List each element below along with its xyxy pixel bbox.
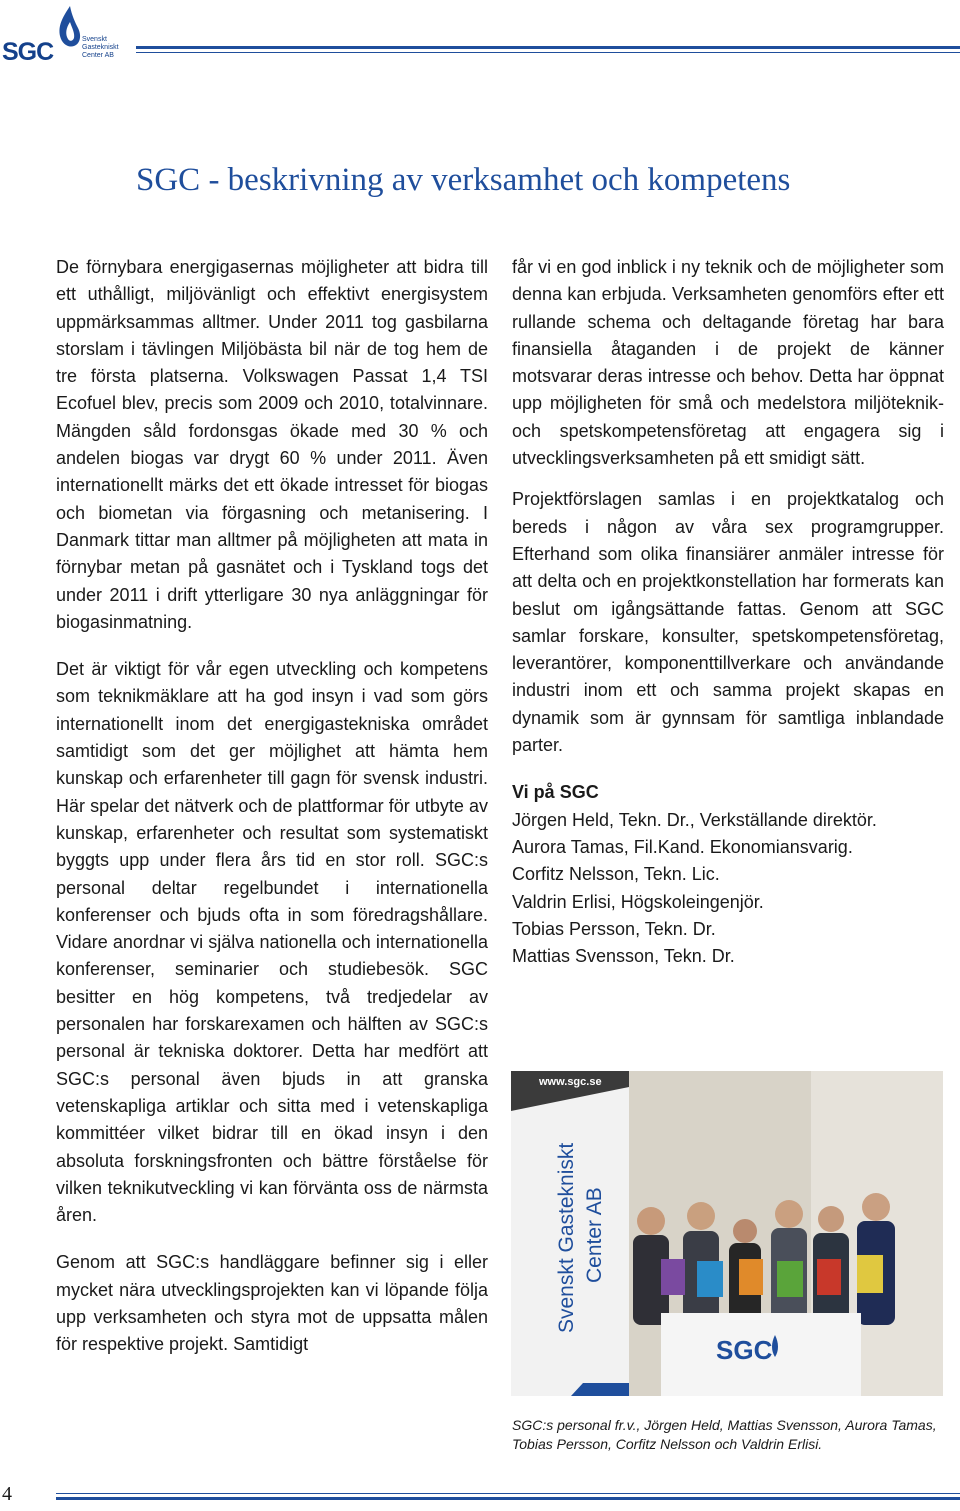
staff-item: Tobias Persson, Tekn. Dr. (512, 918, 716, 939)
banner-line-1: Svenskt Gastekniskt (555, 1142, 578, 1333)
page-header (0, 0, 960, 70)
banner-url: www.sgc.se (539, 1076, 602, 1088)
podium-logo: SGC (716, 1335, 773, 1365)
staff-item: Valdrin Erlisi, Högskoleingenjör. (512, 891, 764, 912)
page-title: SGC - beskrivning av verksamhet och kompetens (136, 162, 791, 198)
staff-item: Mattias Svensson, Tekn. Dr. (512, 946, 735, 967)
logo-sub-line: Gastekniskt (82, 44, 119, 51)
staff-item: Corfitz Nelsson, Tekn. Lic. (512, 864, 720, 885)
text-run: Mängden såld fordonsgas ökade med 30 % och andelen biogas var drygt 60 % under 2011. Även internationellt märks det ett ökade intresset för biogas och biometan via förgasning och metanisering. I Danmark tittar man alltmer på möjligheten att mata in förnybar metan på gasnätet och i Tyskland togs det under 2011 i drift ytterligare 30 nya anläggningar för biogasinmatning. (56, 420, 488, 632)
left-column (56, 254, 488, 1359)
logo-subtitle (82, 36, 119, 60)
photo-caption: SGC:s personal fr.v., Jörgen Held, Mattias Svensson, Aurora Tamas, Tobias Persson, Corfitz Nelsson och Valdrin Erlisi. (512, 1417, 937, 1452)
sgc-logo (2, 4, 122, 66)
paragraph: Projektförslagen samlas i en projektkatalog och bereds i någon av våra sex programgrupper. Efterhand som olika finansiärer anmäler intresse för att delta och en projektkonstellation har formerats kan beslut om igångsättande fattas. Genom att SGC samlar forskare, konsulter, spetskompetensföretag, leverantörer, komponenttillverkare och användande industri inom ett och samma projekt skapas en dynamik som är gynnsam för samtliga inblandade parter. (512, 489, 944, 756)
photo-illustration (511, 1071, 943, 1396)
banner-logo: SGC (581, 1385, 603, 1396)
staff-list (512, 779, 944, 970)
staff-item: Aurora Tamas, Fil.Kand. Ekonomiansvarig. (512, 836, 853, 857)
footer-rule (56, 1493, 960, 1503)
staff-photo (511, 1071, 943, 1396)
paragraph (56, 254, 488, 636)
logo-wordmark: SGC (2, 38, 54, 66)
paragraph: Genom att SGC:s handläggare befinner sig i eller mycket nära utvecklingsprojekten kan vi löpande följa upp verksamheten och styra mot de uppsatta målen för respektive projekt. Samtidigt (56, 1252, 488, 1355)
paragraph: får vi en god inblick i ny teknik och de möjligheter som denna kan erbjuda. Verksamheten genomförs efter ett rullande schema och deltagande företag har bara finansiella åtaganden i de projekt de känner motsvarar deras intresse och behov. Detta har öppnat upp möjligheten för små och medelstora miljöteknik- och spetskompetensföretag att engagera sig i utvecklingsverksamheten på ett smidigt sätt. (512, 257, 944, 469)
header-rule (136, 46, 960, 56)
staff-item: Jörgen Held, Tekn. Dr., Verkställande direktör. (512, 809, 877, 830)
staff-heading: Vi på SGC (512, 782, 599, 803)
banner-line-2: Center AB (583, 1187, 606, 1283)
paragraph: Det är viktigt för vår egen utveckling och kompetens som teknikmäklare att ha god insyn i vad som görs internationellt inom det energigastekniska området samtidigt som det ger möjlighet att hämta hem kunskap och erfarenheter till gagn för svensk industri. Här spelar det nätverk och de plattformar för utbyte av kunskap, erfarenheter och resultat som systematiskt byggts upp under flera års tid en stor roll. SGC:s personal deltar regelbundet i internationella konferenser och bjuds ofta in som föredragshållare. Vidare anordnar vi själva nationella och internationella konferenser, seminarier och studiebesök. SGC besitter en hög kompetens, två tredjedelar av personalen har forskarexamen och hälften av SGC:s personal är tekniska doktorer. Detta har medfört att SGC:s personal även bjuds in att granska vetenskapliga artiklar och sitta med i vetenskapliga kommittéer vilket bidrar till en ökad insyn i den absoluta forskningsfronten och bättre förståelse för vilken teknikutveckling vi kan förvänta oss de närmsta åren. (56, 659, 488, 1226)
logo-sub-line: Center AB (82, 52, 114, 59)
page-number: 4 (2, 1483, 12, 1505)
text-run: De förnybara energigasernas möjligheter att bidra till ett uthålligt, miljövänligt och effektivt energisystem uppmärksammas alltmer. Under 2011 tog gasbilarna storslam i tävlingen Miljöbästa bil när de tog hem de tre första platserna. Volkswagen Passat 1,4 TSI Ecofuel blev, precis som 2009 och 2010, totalvinnare. (56, 257, 488, 414)
logo-sub-line: Svenskt (82, 36, 107, 43)
right-column (512, 254, 944, 970)
